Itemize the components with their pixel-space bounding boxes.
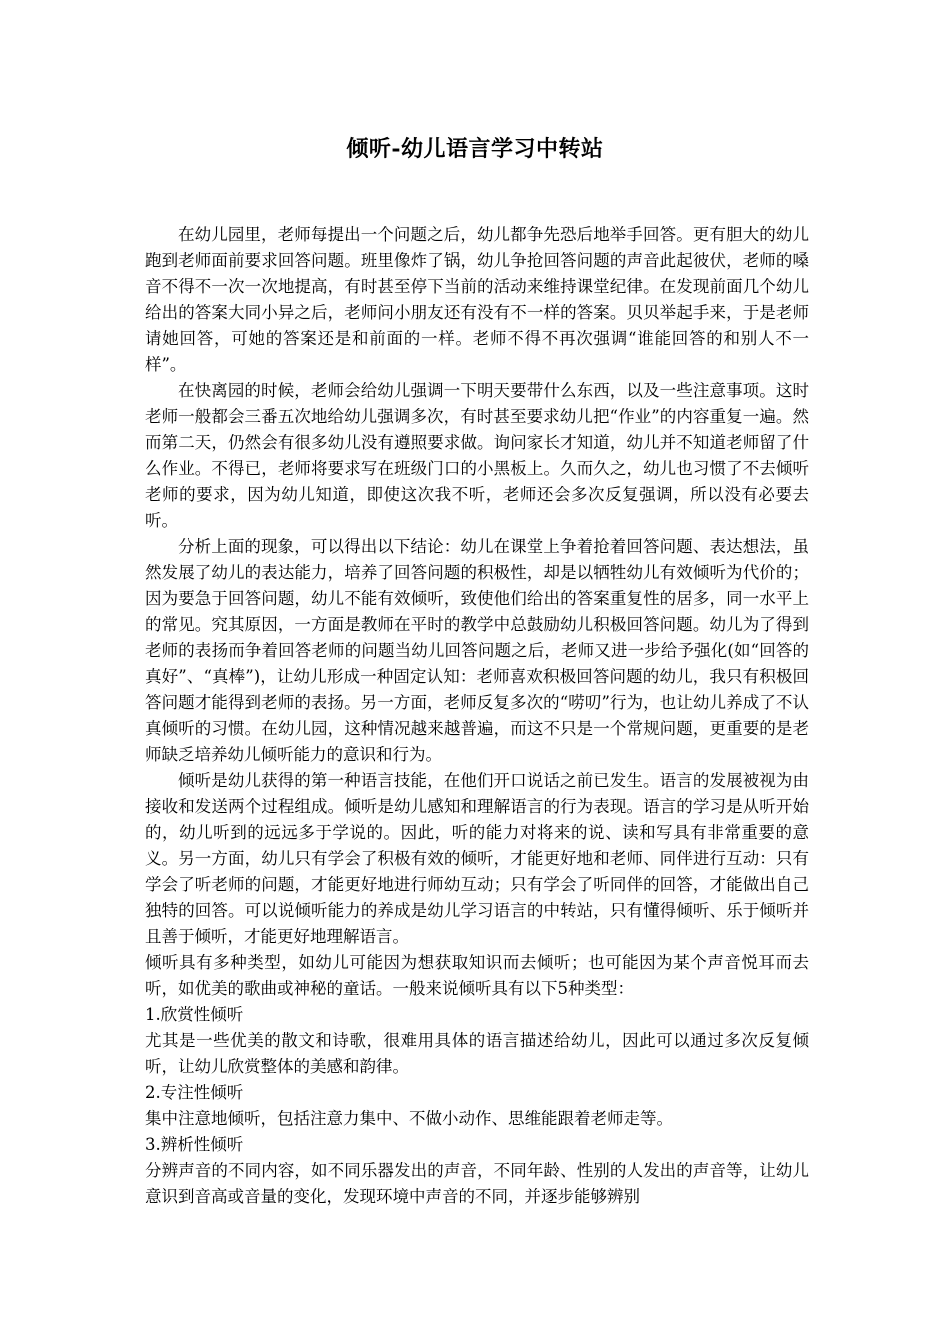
document-body (145, 222, 809, 1210)
paragraph-listening-types-intro: 倾听具有多种类型，如幼儿可能因为想获取知识而去倾听；也可能因为某个声音悦耳而去听，如优美的歌曲或神秘的童话。一般来说倾听具有以下5种类型： (145, 953, 809, 998)
paragraph-leaving-scene: 在快离园的时候，老师会给幼儿强调一下明天要带什么东西，以及一些注意事项。这时老师一般都会三番五次地给幼儿强调多次，有时甚至要求幼儿把“作业”的内容重复一遍。然而第二天，仍然会有很多幼儿没有遵照要求做。询问家长才知道，幼儿并不知道老师留了什么作业。不得已，老师将要求写在班级门口的小黑板上。久而久之，幼儿也习惯了不去倾听老师的要求，因为幼儿知道，即使这次我不听，老师还会多次反复强调，所以没有必要去听。 (145, 381, 809, 530)
heading-discriminative-listening: 3.辨析性倾听 (145, 1135, 244, 1154)
paragraph-classroom-scene: 在幼儿园里，老师每提出一个问题之后，幼儿都争先恐后地举手回答。更有胆大的幼儿跑到老师面前要求回答问题。班里像炸了锅，幼儿争抢回答问题的声音此起彼伏，老师的嗓音不得不一次一次地提高，有时甚至停下当前的活动来维持课堂纪律。在发现前面几个幼儿给出的答案大同小异之后，老师问小朋友还有没有不一样的答案。贝贝举起手来，于是老师请她回答，可她的答案还是和前面的一样。老师不得不再次强调“谁能回答的和别人不一样”。 (145, 225, 809, 374)
paragraph-listening-importance: 倾听是幼儿获得的第一种语言技能，在他们开口说话之前已发生。语言的发展被视为由接收和发送两个过程组成。倾听是幼儿感知和理解语言的行为表现。语言的学习是从听开始的，幼儿听到的远远多于学说的。因此，听的能力对将来的说、读和写具有非常重要的意义。另一方面，幼儿只有学会了积极有效的倾听，才能更好地和老师、同伴进行互动：只有学会了听老师的问题，才能更好地进行师幼互动；只有学会了听同伴的回答，才能做出自己独特的回答。可以说倾听能力的养成是幼儿学习语言的中转站，只有懂得倾听、乐于倾听并且善于倾听，才能更好地理解语言。 (145, 771, 809, 946)
heading-appreciative-listening: 1.欣赏性倾听 (145, 1005, 244, 1024)
paragraph-appreciative-listening: 尤其是一些优美的散文和诗歌，很难用具体的语言描述给幼儿，因此可以通过多次反复倾听，让幼儿欣赏整体的美感和韵律。 (145, 1031, 809, 1076)
paragraph-analysis: 分析上面的现象，可以得出以下结论：幼儿在课堂上争着抢着回答问题、表达想法，虽然发展了幼儿的表达能力，培养了回答问题的积极性，却是以牺牲幼儿有效倾听为代价的；因为要急于回答问题，幼儿不能有效倾听，致使他们给出的答案重复性的居多，同一水平上的常见。究其原因，一方面是教师在平时的教学中总鼓励幼儿积极回答问题。幼儿为了得到老师的表扬而争着回答老师的问题当幼儿回答问题之后，老师又进一步给予强化(如“回答的真好”、“真棒”)，让幼儿形成一种固定认知：老师喜欢积极回答问题的幼儿，我只有积极回答问题才能得到老师的表扬。另一方面，老师反复多次的“唠叨”行为，也让幼儿养成了不认真倾听的习惯。在幼儿园，这种情况越来越普遍，而这不只是一个常规问题，更重要的是老师缺乏培养幼儿倾听能力的意识和行为。 (145, 537, 809, 764)
heading-focused-listening: 2.专注性倾听 (145, 1083, 244, 1102)
paragraph-focused-listening: 集中注意地倾听，包括注意力集中、不做小动作、思维能跟着老师走等。 (145, 1109, 673, 1128)
paragraph-discriminative-listening: 分辨声音的不同内容，如不同乐器发出的声音，不同年龄、性别的人发出的声音等，让幼儿意识到音高或音量的变化，发现环境中声音的不同，并逐步能够辨别 (145, 1161, 809, 1206)
document-title: 倾听-幼儿语言学习中转站 (346, 136, 604, 162)
